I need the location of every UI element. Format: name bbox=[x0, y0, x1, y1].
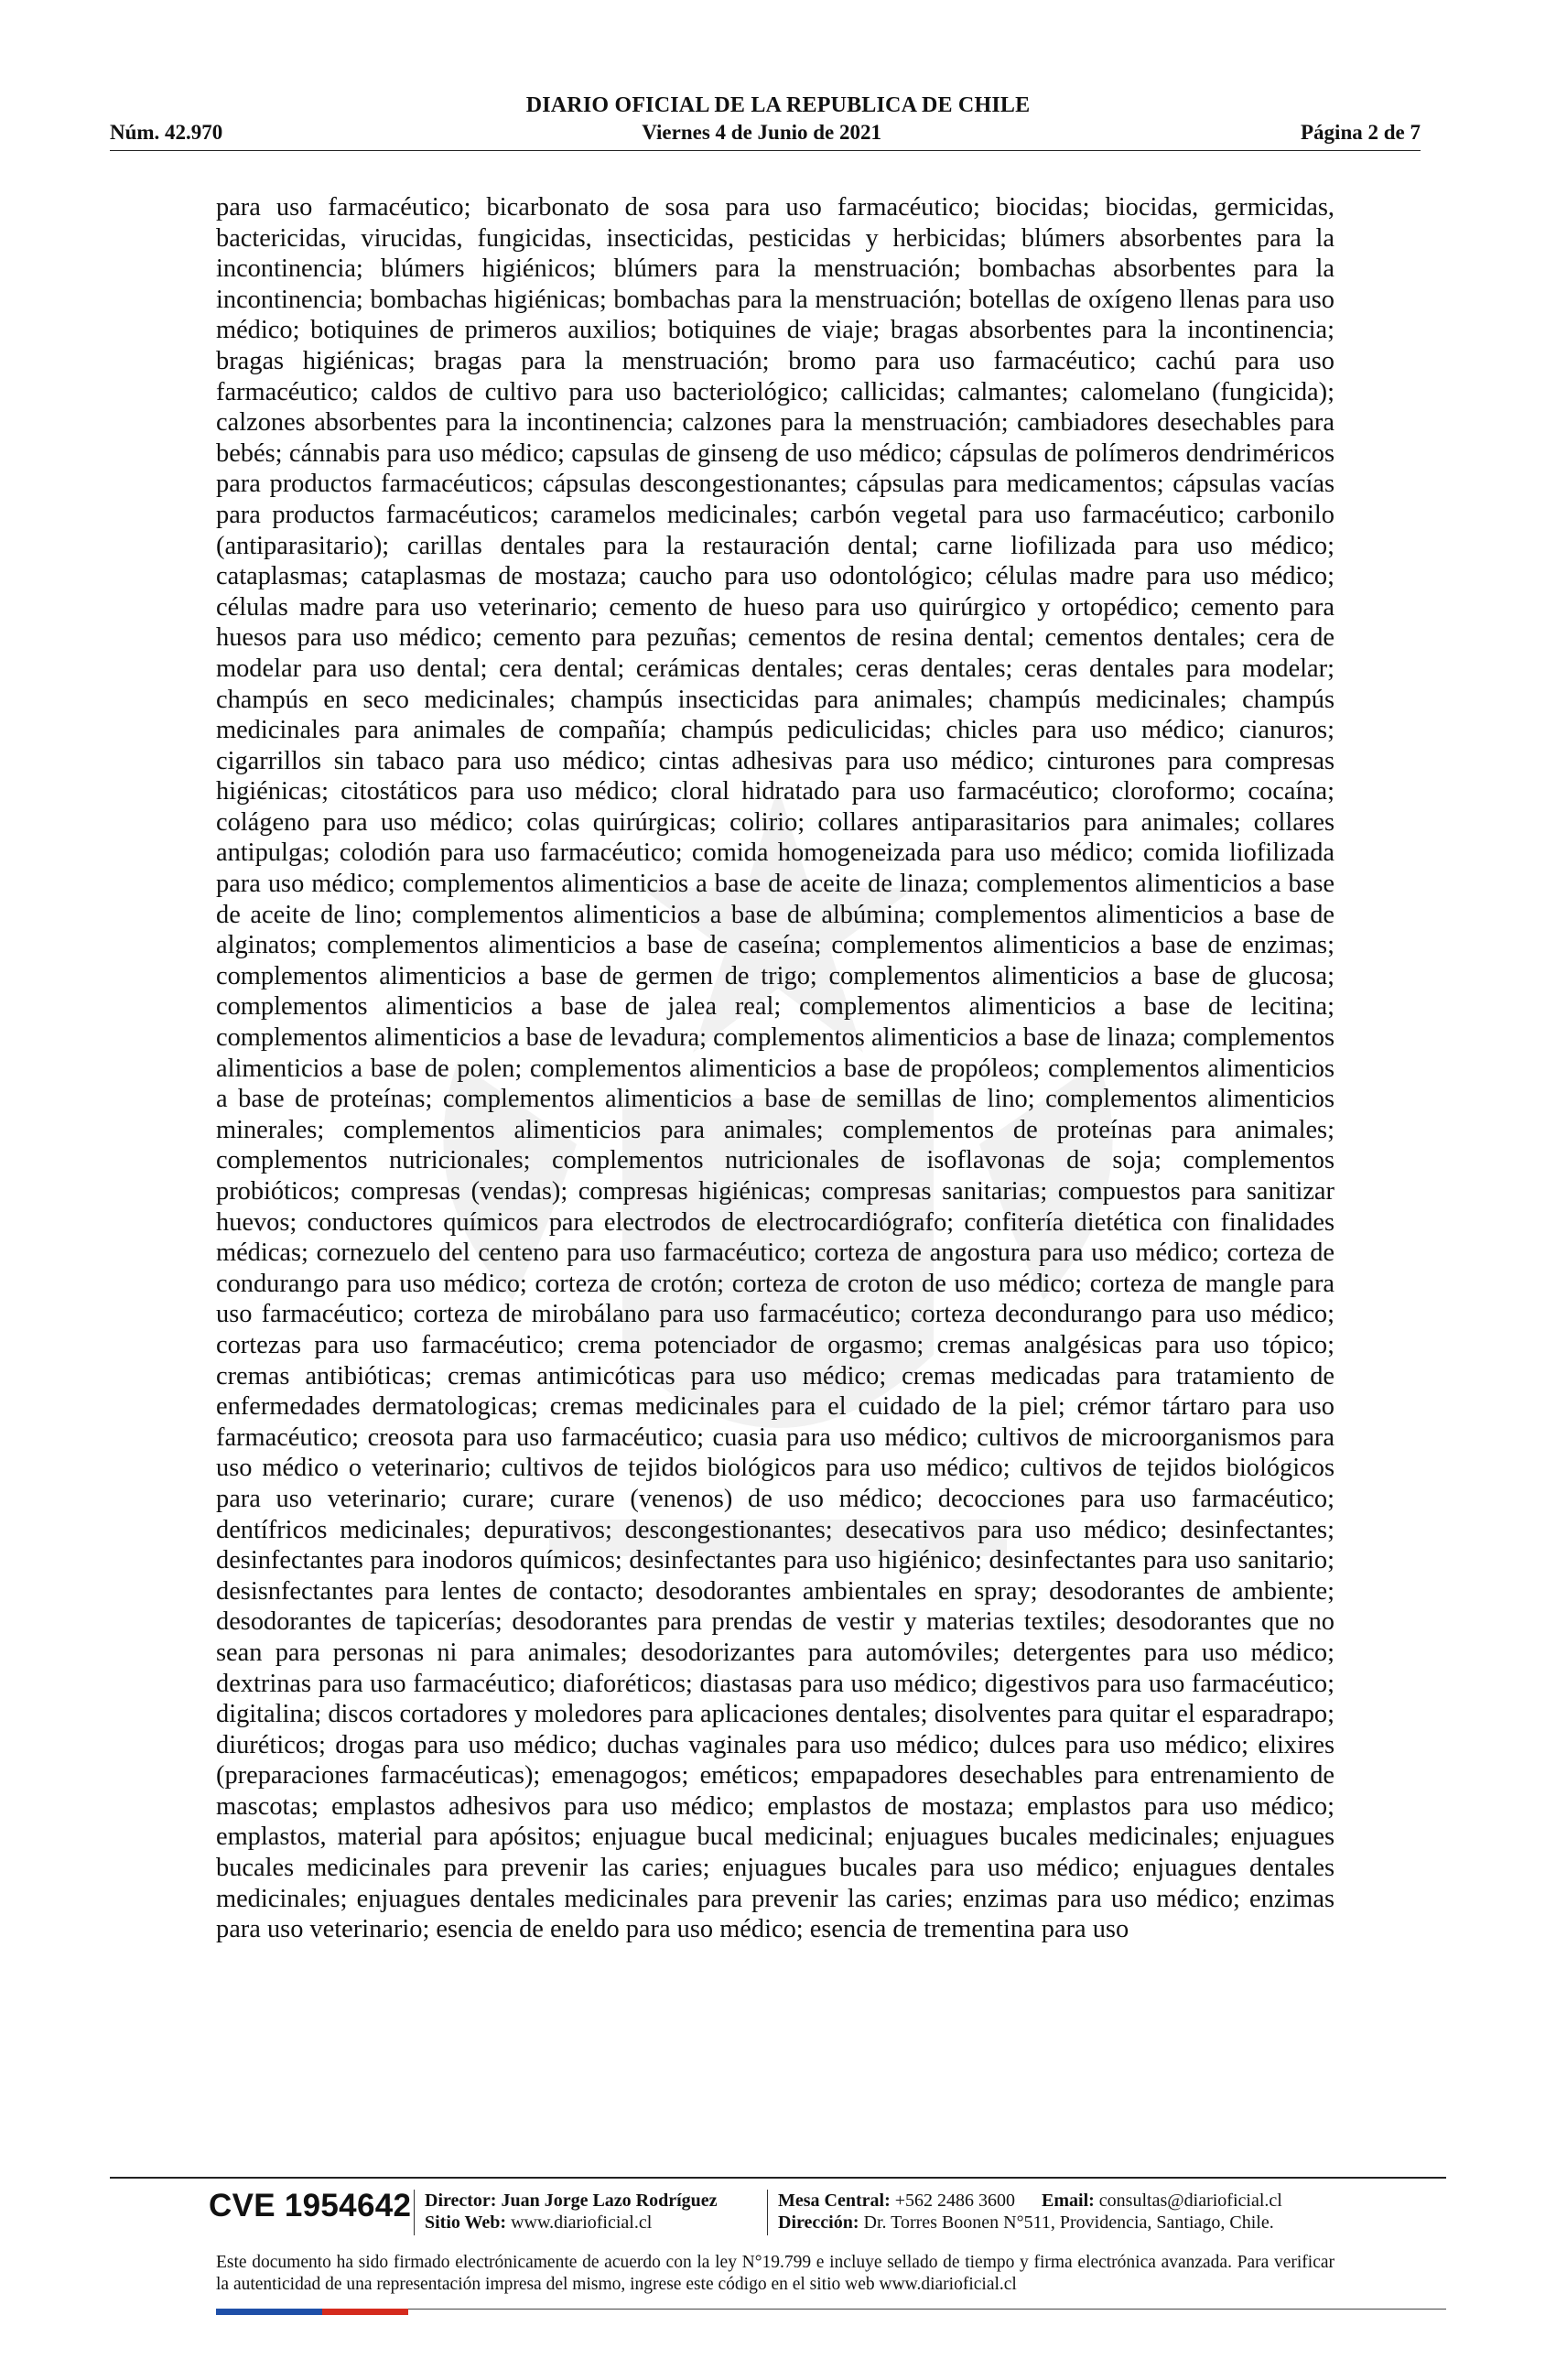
director-label: Director: bbox=[425, 2191, 497, 2211]
site-link[interactable]: www.diarioficial.cl bbox=[511, 2212, 653, 2233]
email-link[interactable]: consultas@diarioficial.cl bbox=[1098, 2191, 1282, 2211]
address-value: Dr. Torres Boonen N°511, Providencia, Santiago, Chile. bbox=[863, 2212, 1274, 2233]
chile-flag-stripe bbox=[216, 2309, 408, 2315]
address-label: Dirección: bbox=[778, 2212, 859, 2233]
phone-value: +562 2486 3600 bbox=[894, 2191, 1016, 2211]
flag-stripe-blue bbox=[216, 2309, 322, 2315]
publication-date: Viernes 4 de Junio de 2021 bbox=[642, 121, 882, 144]
footer-contact-block bbox=[778, 2190, 1282, 2234]
header-row bbox=[110, 121, 1421, 145]
phone-label: Mesa Central: bbox=[778, 2191, 891, 2211]
footer-separator bbox=[767, 2190, 768, 2235]
site-label: Sitio Web: bbox=[425, 2212, 507, 2233]
body-text: para uso farmacéutico; bicarbonato de sosa para uso farmacéutico; biocidas; biocidas, germicidas, bactericidas, virucidas, fungicidas, insecticidas, pesticidas y herbicidas; blúmers absorbentes para la incontinencia; blúmers higiénicos; blúmers para la menstruación; bombachas absorbentes para la incontinencia; bombachas higiénicas; bombachas para la menstruación; botellas de oxígeno llenas para uso médico; botiquines de primeros auxilios; botiquines de viaje; bragas absorbentes para la incontinencia; bragas higiénicas; bragas para la menstruación; bromo para uso farmacéutico; cachú para uso farmacéutico; caldos de cultivo para uso bacteriológico; callicidas; calmantes; calomelano (fungicida); calzones absorbentes para la incontinencia; calzones para la menstruación; cambiadores desechables para bebés; cánnabis para uso médico; capsulas de ginseng de uso médico; cápsulas de polímeros dendriméricos para productos farmacéuticos; cápsulas descongestionantes; cápsulas para medicamentos; cápsulas vacías para productos farmacéuticos; caramelos medicinales; carbón vegetal para uso farmacéutico; carbonilo (antiparasitario); carillas dentales para la restauración dental; carne liofilizada para uso médico; cataplasmas; cataplasmas de mostaza; caucho para uso odontológico; células madre para uso médico; células madre para uso veterinario; cemento de hueso para uso quirúrgico y ortopédico; cemento para huesos para uso médico; cemento para pezuñas; cementos de resina dental; cementos dentales; cera de modelar para uso dental; cera dental; cerámicas dentales; ceras dentales; ceras dentales para modelar; champús en seco medicinales; champús insecticidas para animales; champús medicinales; champús medicinales para animales de compañía; champús pediculicidas; chicles para uso médico; cianuros; cigarrillos sin tabaco para uso médico; cintas adhesivas para uso médico; cinturones para compresas higiénicas; citostáticos para uso médico; cloral hidratado para uso farmacéutico; cloroformo; cocaína; colágeno para uso médico; colas quirúrgicas; colirio; collares antiparasitarios para animales; collares antipulgas; colodión para uso farmacéutico; comida homogeneizada para uso médico; comida liofilizada para uso médico; complementos alimenticios a base de aceite de linaza; complementos alimenticios a base de aceite de lino; complementos alimenticios a base de albúmina; complementos alimenticios a base de alginatos; complementos alimenticios a base de caseína; complementos alimenticios a base de enzimas; complementos alimenticios a base de germen de trigo; complementos alimenticios a base de glucosa; complementos alimenticios a base de jalea real; complementos alimenticios a base de lecitina; complementos alimenticios a base de levadura; complementos alimenticios a base de linaza; complementos alimenticios a base de polen; complementos alimenticios a base de propóleos; complementos alimenticios a base de proteínas; complementos alimenticios a base de semillas de lino; complementos alimenticios minerales; complementos alimenticios para animales; complementos de proteínas para animales; complementos nutricionales; complementos nutricionales de isoflavonas de soja; complementos probióticos; compresas (vendas); compresas higiénicas; compresas sanitarias; compuestos para sanitizar huevos; conductores químicos para electrodos de electrocardiógrafo; confitería dietética con finalidades médicas; cornezuelo del centeno para uso farmacéutico; corteza de angostura para uso médico; corteza de condurango para uso médico; corteza de crotón; corteza de croton de uso médico; corteza de mangle para uso farmacéutico; corteza de mirobálano para uso farmacéutico; corteza decondurango para uso médico; cortezas para uso farmacéutico; crema potenciador de orgasmo; cremas analgésicas para uso tópico; cremas antibióticas; cremas antimicóticas para uso médico; cremas medicadas para tratamiento de enfermedades dermatologicas; cremas medicinales para el cuidado de la piel; crémor tártaro para uso farmacéutico; creosota para uso farmacéutico; cuasia para uso médico; cultivos de microorganismos para uso médico o veterinario; cultivos de tejidos biológicos para uso médico; cultivos de tejidos biológicos para uso veterinario; curare; curare (venenos) de uso médico; decocciones para uso farmacéutico; dentífricos medicinales; depurativos; descongestionantes; desecativos para uso médico; desinfectantes; desinfectantes para inodoros químicos; desinfectantes para uso higiénico; desinfectantes para uso sanitario; desisnfectantes para lentes de contacto; desodorantes ambientales en spray; desodorantes de ambiente; desodorantes de tapicerías; desodorantes para prendas de vestir y materias textiles; desodorantes que no sean para personas ni para animales; desodorizantes para automóviles; detergentes para uso médico; dextrinas para uso farmacéutico; diaforéticos; diastasas para uso médico; digestivos para uso farmacéutico; digitalina; discos cortadores y moledores para aplicaciones dentales; disolventes para quitar el esparadrapo; diuréticos; drogas para uso médico; duchas vaginales para uso médico; dulces para uso médico; elixires (preparaciones farmacéuticas); emenagogos; eméticos; empapadores desechables para entrenamiento de mascotas; emplastos adhesivos para uso médico; emplastos de mostaza; emplastos para uso médico; emplastos, material para apósitos; enjuague bucal medicinal; enjuagues bucales medicinales; enjuagues bucales medicinales para prevenir las caries; enjuagues bucales para uso médico; enjuagues dentales medicinales; enjuagues dentales medicinales para prevenir las caries; enzimas para uso médico; enzimas para uso veterinario; esencia de eneldo para uso médico; esencia de trementina para uso bbox=[216, 193, 1334, 1944]
cve-code: CVE 1954642 bbox=[209, 2188, 412, 2223]
director-name: Juan Jorge Lazo Rodríguez bbox=[501, 2191, 718, 2211]
footer-divider bbox=[110, 2177, 1446, 2179]
footer-separator bbox=[414, 2190, 415, 2235]
signature-note: Este documento ha sido firmado electrónicamente de acuerdo con la ley N°19.799 e incluye sellado de tiempo y firma electrónica avanzada. Para verificar la autenticidad de una representación impresa del mismo, ingrese este código en el sitio web www.diarioficial.cl bbox=[216, 2253, 1334, 2294]
issue-number: Núm. 42.970 bbox=[110, 121, 223, 144]
email-label: Email: bbox=[1042, 2191, 1095, 2211]
gazette-title: DIARIO OFICIAL DE LA REPUBLICA DE CHILE bbox=[525, 93, 1031, 117]
flag-stripe-red bbox=[322, 2309, 408, 2315]
page-number: Página 2 de 7 bbox=[1301, 121, 1421, 144]
header-divider bbox=[110, 150, 1421, 151]
footer-director-block bbox=[425, 2190, 718, 2234]
